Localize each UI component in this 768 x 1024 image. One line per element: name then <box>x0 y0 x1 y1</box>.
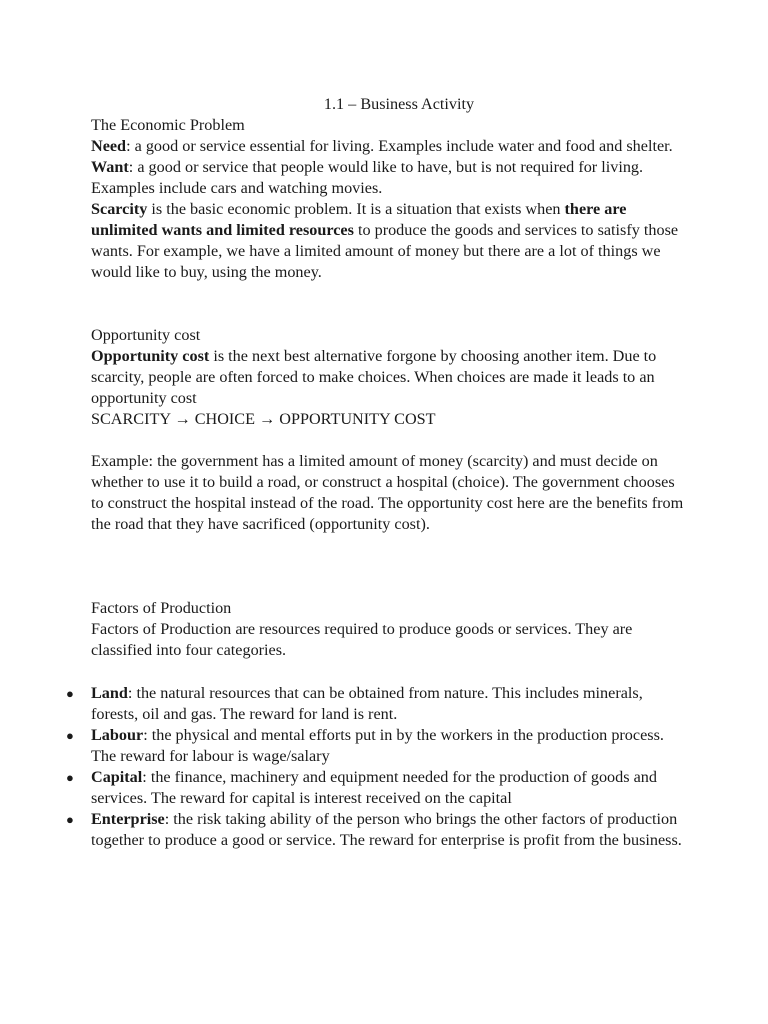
scarcity-text-2: to produce the goods and services to satisfy those wants. For example, we have a limited amount of money but there are a lot of things we would like to buy, using the money. <box>91 221 679 281</box>
opportunity-cost-heading: Opportunity cost <box>91 326 201 344</box>
factor-text: : the risk taking ability of the person who brings the other factors of production together to produce a good or service. The reward for enterprise is profit from the business. <box>91 810 682 849</box>
bullet-icon: ● <box>66 686 74 701</box>
bullet-icon: ● <box>66 770 74 785</box>
opportunity-cost-text: is the next best alternative forgone by choosing another item. Due to scarcity, people are often forced to make choices. When choices are made it leads to an opportunity cost <box>91 347 657 407</box>
need-text: : a good or service essential for living. Examples include water and food and shelter. <box>126 137 673 155</box>
scarcity-term: Scarcity <box>91 200 148 218</box>
list-item-labour <box>66 725 691 767</box>
list-item-enterprise <box>66 809 691 851</box>
factor-text: : the finance, machinery and equipment needed for the production of goods and services. The reward for capital is interest received on the capital <box>91 768 657 807</box>
bullet-icon: ● <box>66 812 74 827</box>
need-definition <box>91 136 691 157</box>
list-item-capital <box>66 767 691 809</box>
need-term: Need <box>91 137 127 155</box>
opportunity-cost-example: Example: the government has a limited amount of money (scarcity) and must decide on whether to use it to build a road, or construct a hospital (choice). The government chooses to construct the hospital instead of the road. The opportunity cost here are the benefits from the road that they have sacrificed (opportunity cost). <box>91 452 684 533</box>
list-item-land <box>66 683 691 725</box>
spacer <box>91 661 691 683</box>
factor-term: Labour <box>91 726 144 744</box>
bullet-icon: ● <box>66 728 74 743</box>
factors-intro: Factors of Production are resources required to produce goods or services. They are classified into four categories. <box>91 620 633 659</box>
scarcity-text-1: is the basic economic problem. It is a situation that exists when <box>147 200 565 218</box>
opportunity-cost-term: Opportunity cost <box>91 347 210 365</box>
page-title: 1.1 – Business Activity <box>323 95 475 113</box>
scarcity-definition <box>91 199 691 283</box>
scarcity-bold-phrase: there are unlimited wants and limited resources <box>91 200 627 239</box>
factor-text: : the natural resources that can be obtained from nature. This includes minerals, forests, oil and gas. The reward for land is rent. <box>91 684 643 723</box>
factor-term: Enterprise <box>91 810 165 828</box>
factors-list <box>66 683 691 851</box>
document-body <box>66 94 691 851</box>
factors-heading: Factors of Production <box>91 599 232 617</box>
want-term: Want <box>91 158 129 176</box>
factor-term: Capital <box>91 768 143 786</box>
factor-term: Land <box>91 684 128 702</box>
opportunity-cost-definition <box>91 346 691 409</box>
spacer <box>91 283 691 325</box>
scarcity-choice-chain: SCARCITY → CHOICE → OPPORTUNITY COST <box>91 410 436 428</box>
factor-text: : the physical and mental efforts put in by the workers in the production process. The reward for labour is wage/salary <box>91 726 664 765</box>
spacer <box>91 430 691 451</box>
want-definition <box>91 157 691 199</box>
spacer <box>91 535 691 598</box>
economic-problem-heading: The Economic Problem <box>91 116 245 134</box>
want-text: : a good or service that people would like to have, but is not required for living. Examples include cars and watching movies. <box>91 158 644 197</box>
